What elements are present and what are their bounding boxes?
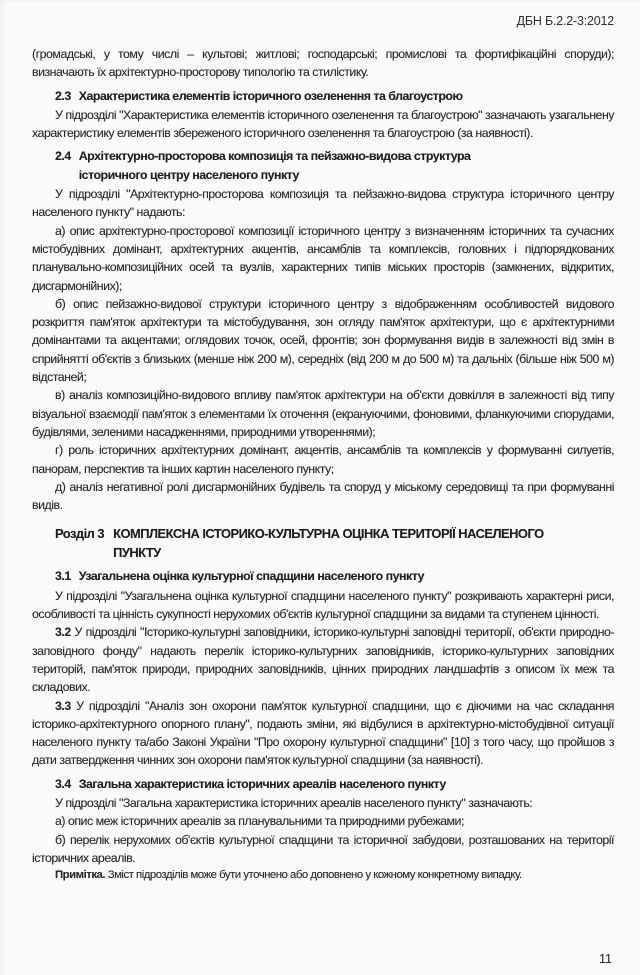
note [32,867,614,883]
subheading-3-1 [55,567,614,585]
paragraph: У підрозділі "Архітектурно-просторова композиція та пейзажно-видова структура історичного центру населеного пункту" надають: [32,187,614,220]
note-label: Примітка. [55,869,106,882]
paragraph-number: 3.3 [55,698,71,713]
note-text: Зміст підрозділів може бути уточнено або доповнено у кожному конкретному випадку. [107,869,522,882]
heading-number: 3.1 [55,569,71,584]
subheading-3-4 [55,775,614,793]
page-number: 11 [599,952,612,966]
paragraph-text: У підрозділі "Аналіз зон охорони пам'яток культурної спадщини, що є діючими на час складання історико-архітектурного опорного плану", подають зміни, які відбулися в архітектурно-містобудівної ситуації населеного пункту та/або Законі України "Про охорону культурної спадщини" [10] з того часу, що пройшов з дати затвердження чинних зон охорони пам'яток культурної спадщини (за наявності). [32,698,614,768]
paragraph-number: 3.2 [55,625,71,640]
document-body [32,45,614,883]
document-code-header: ДБН Б.2.2-3:2012 [516,14,614,28]
paragraph: У підрозділі "Характеристика елементів історичного озеленення та благоустрою" зазначають узагальнену характеристику елементів збереженого історичного озеленення та благоустрою (за наявності). [32,107,614,141]
heading-title: Архітектурно-просторова композиція та пейзажно-видова структура історичного центру населеного пункту [78,149,471,182]
paragraph-3-3 [32,697,614,770]
list-item-a: а) опис меж історичних ареалів за планувальними та природними рубежами; [55,814,464,829]
heading-title: Узагальнена оцінка культурної спадщини населеного пункту [78,569,424,584]
paragraph: У підрозділі "Загальна характеристика історичних ареалів населеного пункту" зазначають: [55,795,533,810]
heading-title: Загальна характеристика історичних ареалів населеного пункту [78,776,446,791]
list-item-v: в) аналіз композиційно-видового впливу пам'яток архітектури на об'єкти довкілля в залежності від типу візуальної взаємодії пам'яток з елементами їх оточення (екрануючими, фоновими, фланкуючими спорудами, будівлями, зеленими насадженнями, природними утвореннями); [32,388,614,439]
paragraph-3-2 [32,623,614,696]
list-item-a: а) опис архітектурно-просторової композиції історичного центру з визначенням історичних та сучасних містобудівних домінант, архітектурних акцентів, ансамблів та комплексів, головних і підпорядкованих планувально-композиційних осей та вузлів, характерних типів міських просторів (замкнених, відкритих, дисгармонійних); [32,223,614,293]
list-item-b: б) опис пейзажно-видової структури історичного центру з відображенням особливостей видового розкриття пам'яток архітектури та містобудування, зон огляду пам'яток архітектури, що є архітектурними домінантами та акцентами; оглядових точок, осей, фронтів; зон формування видів в залежності від змін в сприйнятті об'єктів з близьких (менше ніж 200 м), середніх (від 200 м до 500 м) та дальніх (більше ніж 500 м) відстаней; [32,296,614,385]
heading-number: Розділ 3 [55,526,105,542]
list-item-g: г) роль історичних архітектурних домінант, акцентів, ансамблів та комплексів у формуванні силуетів, панорам, перспектив та інших картин населеного пункту; [32,443,614,476]
section-heading-3 [55,524,614,562]
paragraph-text: У підрозділі "Історико-культурні заповідники, історико-культурні заповідні території, об'єкти природно-заповідного фонду" надають перелік історико-культурних заповідників, історико-культурних заповідних територій, пам'яток природи, природних заповідників, цінних природних ландшафтів з описом їх меж та складових. [32,625,614,695]
heading-title: Характеристика елементів історичного озеленення та благоустрою [78,88,463,103]
subheading-2-3 [55,87,614,105]
heading-number: 2.3 [55,88,71,103]
heading-title: КОМПЛЕКСНА ІСТОРИКО-КУЛЬТУРНА ОЦІНКА ТЕРИТОРІЇ НАСЕЛЕНОГО ПУНКТУ [113,526,544,561]
list-item-b: б) перелік нерухомих об'єктів культурної спадщини та історичної забудови, розташованих на території історичних ареалів. [32,832,614,865]
list-item-d: д) аналіз негативної ролі дисгармонійних будівель та споруд у міському середовищі та при формуванні видів. [32,479,614,513]
subheading-2-4 [55,147,614,184]
heading-number: 3.4 [55,776,71,791]
heading-number: 2.4 [55,149,71,164]
paragraph: У підрозділі "Узагальнена оцінка культурної спадщини населеного пункту" розкривають характерні риси, особливості та цінність сукупності нерухомих об'єктів культурної спадщини за видами та ступенем цінності. [32,588,614,622]
paragraph: (громадські, у тому числі – культові; житлові; господарські; промислові та фортифікаційні споруди); визначають їх архітектурно-просторову типологію та стилістику. [32,47,614,80]
